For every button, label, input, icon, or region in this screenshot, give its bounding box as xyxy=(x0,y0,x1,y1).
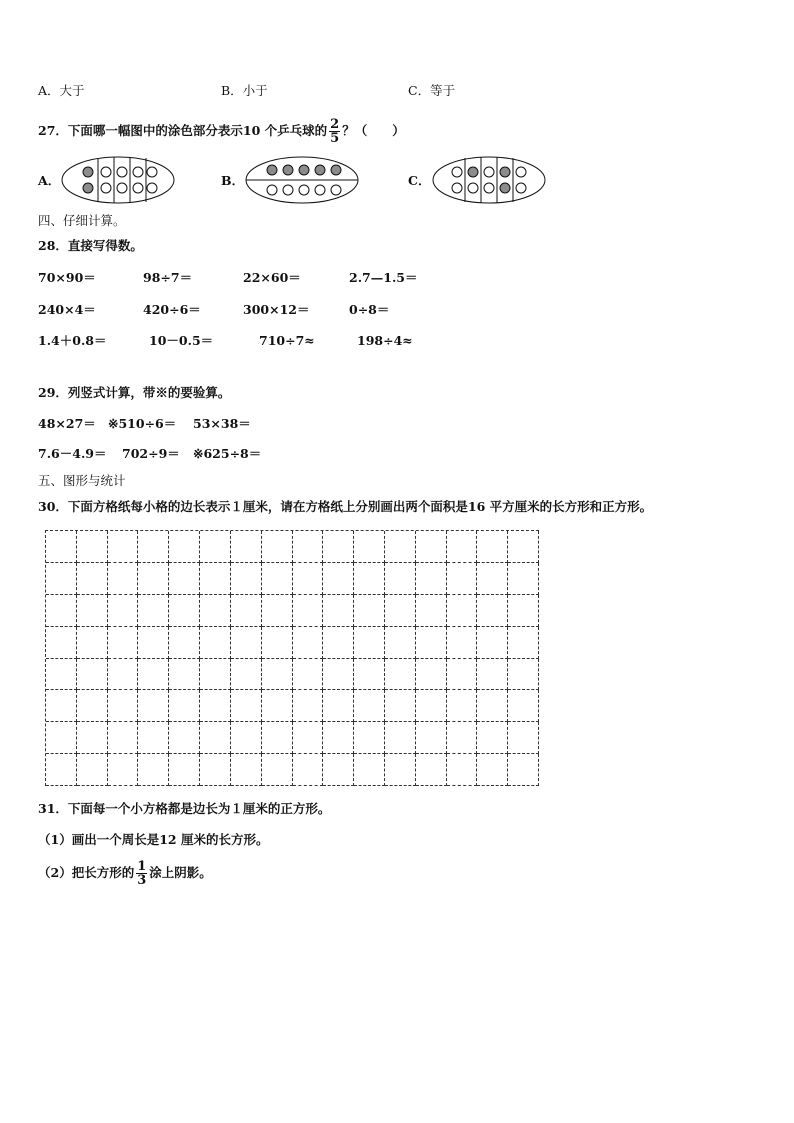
q31-sub1: （1）画出一个周长是12 厘米的长方形。 xyxy=(38,832,269,847)
grid-cell[interactable] xyxy=(323,722,354,754)
grid-cell[interactable] xyxy=(385,595,416,627)
q27-text-before: 下面哪一幅图中的涂色部分表示10 个乒乓球的 xyxy=(67,123,328,138)
section-heading-4: 四、仔细计算。 xyxy=(38,213,126,228)
grid-cell[interactable] xyxy=(508,754,539,786)
grid-cell[interactable] xyxy=(508,690,539,722)
q28-item: 2.7—1.5＝ xyxy=(349,270,418,285)
grid-cell[interactable] xyxy=(231,659,262,691)
grid-cell[interactable] xyxy=(200,754,231,786)
grid-cell[interactable] xyxy=(447,531,478,563)
grid-cell[interactable] xyxy=(293,659,324,691)
grid-cell[interactable] xyxy=(46,722,77,754)
q31-sub2 xyxy=(38,860,212,887)
grid-cell[interactable] xyxy=(77,563,108,595)
oval-outline xyxy=(433,157,545,203)
q28-item: 710÷7≈ xyxy=(259,333,315,348)
q27-number: 27． xyxy=(38,123,68,138)
grid-cell[interactable] xyxy=(200,531,231,563)
grid-cell[interactable] xyxy=(447,690,478,722)
grid-cell[interactable] xyxy=(385,722,416,754)
q28-item: 198÷4≈ xyxy=(357,333,413,348)
grid-cell[interactable] xyxy=(477,659,508,691)
ball xyxy=(452,183,462,193)
q26-option-b: B．小于 xyxy=(221,83,268,98)
grid-cell[interactable] xyxy=(46,690,77,722)
grid-cell[interactable] xyxy=(416,722,447,754)
grid-cell[interactable] xyxy=(477,595,508,627)
grid-cell[interactable] xyxy=(293,531,324,563)
grid-cell[interactable] xyxy=(77,531,108,563)
grid-cell[interactable] xyxy=(108,690,139,722)
grid-cell[interactable] xyxy=(138,659,169,691)
q29-item: 702÷9＝ xyxy=(122,446,180,461)
oval-outline xyxy=(62,157,174,203)
q31-fraction xyxy=(136,860,147,887)
grid-cell[interactable] xyxy=(477,754,508,786)
grid-cell[interactable] xyxy=(354,563,385,595)
grid-cell[interactable] xyxy=(46,627,77,659)
ball xyxy=(133,167,143,177)
grid-cell[interactable] xyxy=(138,722,169,754)
q28-title: 28．直接写得数。 xyxy=(38,238,143,253)
q27-oval-a xyxy=(60,155,176,205)
grid-cell[interactable] xyxy=(200,722,231,754)
ball xyxy=(147,183,157,193)
grid-cell[interactable] xyxy=(46,531,77,563)
grid-cell[interactable] xyxy=(447,754,478,786)
grid-cell[interactable] xyxy=(416,563,447,595)
grid-cell[interactable] xyxy=(508,563,539,595)
grid-cell[interactable] xyxy=(200,690,231,722)
grid-cell[interactable] xyxy=(323,595,354,627)
grid-cell[interactable] xyxy=(262,722,293,754)
grid-cell[interactable] xyxy=(169,531,200,563)
grid-cell[interactable] xyxy=(293,722,324,754)
grid-cell[interactable] xyxy=(169,659,200,691)
grid-cell[interactable] xyxy=(77,754,108,786)
q27-oval-b xyxy=(244,155,360,205)
ball xyxy=(452,167,462,177)
q31-sub2-after: 涂上阴影。 xyxy=(149,865,212,880)
grid-cell[interactable] xyxy=(262,659,293,691)
grid-cell[interactable] xyxy=(108,627,139,659)
grid-cell[interactable] xyxy=(231,563,262,595)
grid-cell[interactable] xyxy=(323,563,354,595)
grid-cell[interactable] xyxy=(416,690,447,722)
grid-cell[interactable] xyxy=(77,595,108,627)
grid-cell[interactable] xyxy=(508,531,539,563)
ball-shaded xyxy=(468,167,478,177)
grid-cell[interactable] xyxy=(46,754,77,786)
q27-question xyxy=(38,118,405,145)
grid-cell[interactable] xyxy=(108,722,139,754)
q27-oval-c xyxy=(431,155,547,205)
ball-shaded xyxy=(267,165,277,175)
ball xyxy=(117,183,127,193)
grid-cell[interactable] xyxy=(293,627,324,659)
ball-shaded xyxy=(331,165,341,175)
grid-cell[interactable] xyxy=(385,627,416,659)
grid-cell[interactable] xyxy=(262,595,293,627)
ball-shaded xyxy=(315,165,325,175)
q28-item: 420÷6＝ xyxy=(143,302,201,317)
grid-cell[interactable] xyxy=(77,627,108,659)
grid-cell[interactable] xyxy=(108,659,139,691)
grid-cell[interactable] xyxy=(108,754,139,786)
ball xyxy=(315,185,325,195)
grid-cell[interactable] xyxy=(385,563,416,595)
grid-cell[interactable] xyxy=(200,563,231,595)
ball xyxy=(468,183,478,193)
grid-cell[interactable] xyxy=(138,690,169,722)
grid-cell[interactable] xyxy=(138,563,169,595)
q29-item: 48×27＝ xyxy=(38,416,96,431)
grid-cell[interactable] xyxy=(385,690,416,722)
ball-shaded xyxy=(83,167,93,177)
ball-shaded xyxy=(299,165,309,175)
section-heading-5: 五、图形与统计 xyxy=(38,473,126,488)
q27-text-after: ？（ ） xyxy=(342,123,405,138)
ball xyxy=(484,167,494,177)
grid-cell[interactable] xyxy=(46,659,77,691)
q27-label-c: C． xyxy=(408,173,431,188)
grid-cell[interactable] xyxy=(385,754,416,786)
grid-cell[interactable] xyxy=(323,690,354,722)
grid-cell[interactable] xyxy=(477,563,508,595)
grid-cell[interactable] xyxy=(447,722,478,754)
grid-cell[interactable] xyxy=(416,659,447,691)
grid-cell[interactable] xyxy=(354,722,385,754)
ball xyxy=(101,167,111,177)
grid-cell[interactable] xyxy=(447,627,478,659)
ball xyxy=(101,183,111,193)
ball xyxy=(133,183,143,193)
grid-cell[interactable] xyxy=(508,722,539,754)
grid-cell[interactable] xyxy=(200,595,231,627)
grid-cell[interactable] xyxy=(416,627,447,659)
grid-cell[interactable] xyxy=(262,690,293,722)
grid-cell[interactable] xyxy=(169,754,200,786)
q27-fraction xyxy=(329,118,340,145)
q27-frac-num: 2 xyxy=(330,117,340,132)
grid-cell[interactable] xyxy=(293,595,324,627)
q28-item: 1.4＋0.8＝ xyxy=(38,333,107,348)
grid-cell[interactable] xyxy=(477,531,508,563)
grid-cell[interactable] xyxy=(77,722,108,754)
grid-cell[interactable] xyxy=(231,722,262,754)
grid-cell[interactable] xyxy=(354,627,385,659)
grid-cell[interactable] xyxy=(354,531,385,563)
grid-cell[interactable] xyxy=(385,659,416,691)
grid-cell[interactable] xyxy=(447,659,478,691)
q29-item: 7.6－4.9＝ xyxy=(38,446,107,461)
q28-item: 240×4＝ xyxy=(38,302,96,317)
grid-cell[interactable] xyxy=(447,563,478,595)
grid-cell[interactable] xyxy=(262,754,293,786)
q31-frac-den: 3 xyxy=(137,873,147,888)
q31-sub2-before: （2）把长方形的 xyxy=(38,865,135,880)
q31-frac-num: 1 xyxy=(137,859,147,874)
q31-question: 31．下面每一个小方格都是边长为１厘米的正方形。 xyxy=(38,801,331,816)
grid-cell[interactable] xyxy=(231,690,262,722)
grid-cell[interactable] xyxy=(108,595,139,627)
grid-cell[interactable] xyxy=(169,722,200,754)
grid-cell[interactable] xyxy=(447,595,478,627)
grid-cell[interactable] xyxy=(354,690,385,722)
ball xyxy=(516,183,526,193)
q27-label-a: A． xyxy=(38,173,61,188)
q27-label-b: B． xyxy=(221,173,245,188)
q27-frac-den: 5 xyxy=(330,131,340,146)
ball-shaded xyxy=(83,183,93,193)
grid-cell[interactable] xyxy=(508,595,539,627)
grid-cell[interactable] xyxy=(293,563,324,595)
grid-cell[interactable] xyxy=(293,690,324,722)
q26-option-c: C．等于 xyxy=(408,83,456,98)
q28-item: 10－0.5＝ xyxy=(149,333,214,348)
grid-cell[interactable] xyxy=(323,531,354,563)
grid-cell[interactable] xyxy=(46,563,77,595)
grid-cell[interactable] xyxy=(169,627,200,659)
q29-title: 29．列竖式计算，带※的要验算。 xyxy=(38,385,231,400)
grid-cell[interactable] xyxy=(354,659,385,691)
grid-cell[interactable] xyxy=(323,627,354,659)
grid-cell[interactable] xyxy=(46,595,77,627)
ball-shaded xyxy=(500,167,510,177)
grid-cell[interactable] xyxy=(477,690,508,722)
ball xyxy=(147,167,157,177)
q28-item: 300×12＝ xyxy=(243,302,310,317)
ball xyxy=(283,185,293,195)
grid-cell[interactable] xyxy=(354,595,385,627)
grid-cell[interactable] xyxy=(416,595,447,627)
grid-cell[interactable] xyxy=(200,659,231,691)
grid-cell[interactable] xyxy=(138,595,169,627)
grid-cell[interactable] xyxy=(169,690,200,722)
grid-cell[interactable] xyxy=(477,627,508,659)
ball xyxy=(516,167,526,177)
grid-cell[interactable] xyxy=(108,563,139,595)
grid-cell[interactable] xyxy=(108,531,139,563)
q28-item: 70×90＝ xyxy=(38,270,96,285)
grid-cell[interactable] xyxy=(138,627,169,659)
q30-question: 30．下面方格纸每小格的边长表示１厘米，请在方格纸上分别画出两个面积是16 平方厘米的长方形和正方形。 xyxy=(38,499,653,514)
grid-cell[interactable] xyxy=(231,531,262,563)
grid-cell[interactable] xyxy=(262,531,293,563)
ball-shaded xyxy=(283,165,293,175)
grid-cell[interactable] xyxy=(385,531,416,563)
grid-cell[interactable] xyxy=(477,722,508,754)
grid-cell[interactable] xyxy=(200,627,231,659)
grid-cell[interactable] xyxy=(508,627,539,659)
grid-cell[interactable] xyxy=(323,659,354,691)
q29-item: 53×38＝ xyxy=(193,416,251,431)
ball xyxy=(484,183,494,193)
grid-cell[interactable] xyxy=(231,595,262,627)
grid-cell[interactable] xyxy=(508,659,539,691)
ball xyxy=(331,185,341,195)
q28-item: 22×60＝ xyxy=(243,270,301,285)
grid-cell[interactable] xyxy=(416,754,447,786)
grid-cell[interactable] xyxy=(77,690,108,722)
grid-cell[interactable] xyxy=(323,754,354,786)
grid-cell[interactable] xyxy=(169,595,200,627)
grid-cell[interactable] xyxy=(293,754,324,786)
q29-item: ※510÷6＝ xyxy=(108,416,177,431)
q28-item: 98÷7＝ xyxy=(143,270,193,285)
ball xyxy=(299,185,309,195)
grid-cell[interactable] xyxy=(138,531,169,563)
q30-grid-paper[interactable] xyxy=(45,530,539,786)
ball xyxy=(267,185,277,195)
grid-cell[interactable] xyxy=(354,754,385,786)
grid-cell[interactable] xyxy=(262,627,293,659)
ball-shaded xyxy=(500,183,510,193)
grid-cell[interactable] xyxy=(77,659,108,691)
grid-cell[interactable] xyxy=(138,754,169,786)
q28-item: 0÷8＝ xyxy=(349,302,390,317)
grid-cell[interactable] xyxy=(262,563,293,595)
grid-cell[interactable] xyxy=(231,627,262,659)
grid-cell[interactable] xyxy=(169,563,200,595)
grid-cell[interactable] xyxy=(416,531,447,563)
ball xyxy=(117,167,127,177)
grid-cell[interactable] xyxy=(231,754,262,786)
q29-item: ※625÷8＝ xyxy=(193,446,262,461)
q26-option-a: A．大于 xyxy=(38,83,85,98)
